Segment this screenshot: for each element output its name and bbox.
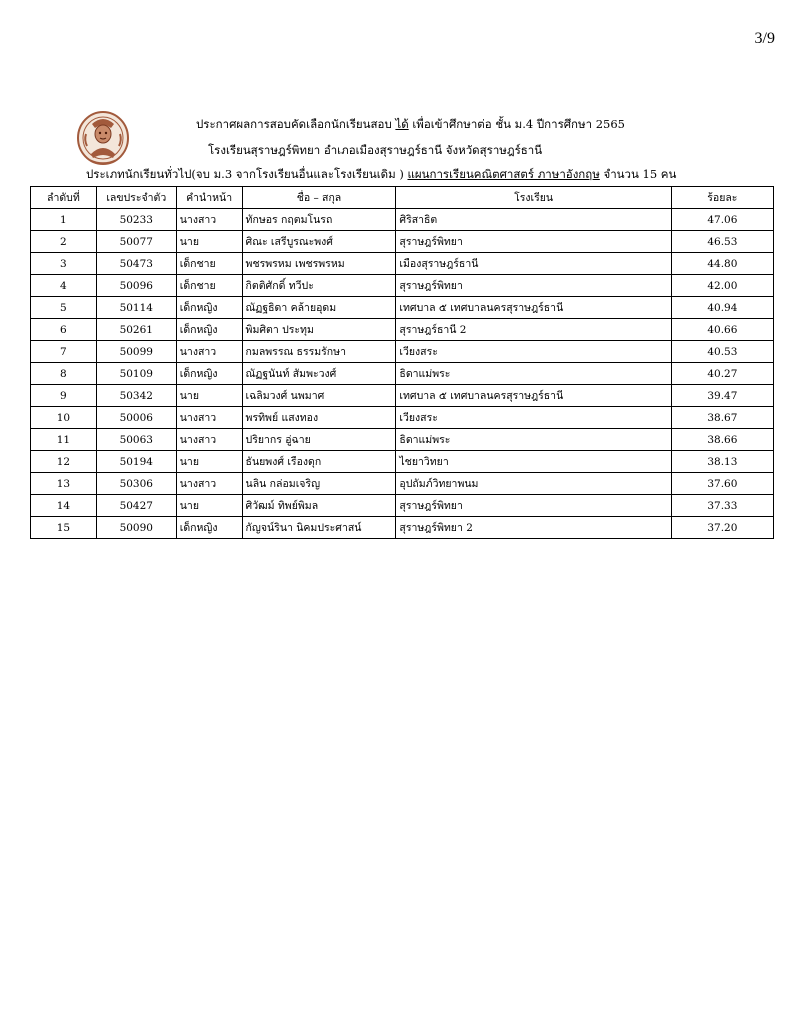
table-row [31, 407, 774, 429]
cell-school: ศิริสาธิต [396, 209, 671, 231]
cell-student-id: 50114 [96, 297, 176, 319]
cell-student-id: 50233 [96, 209, 176, 231]
cell-student-id: 50006 [96, 407, 176, 429]
cell-school: เวียงสระ [396, 407, 671, 429]
cell-student-id: 50099 [96, 341, 176, 363]
cell-name: ทักษอร กฤตมโนรถ [242, 209, 396, 231]
table-row [31, 275, 774, 297]
cell-name: ธันยพงศ์ เรืองดุก [242, 451, 396, 473]
table-header-row [31, 187, 774, 209]
table-row [31, 473, 774, 495]
cell-score: 47.06 [671, 209, 773, 231]
cell-name: ศิณะ เสรีบูรณะพงศ์ [242, 231, 396, 253]
cell-prefix: นาย [176, 385, 242, 407]
cell-prefix: นาย [176, 495, 242, 517]
cell-rank: 8 [31, 363, 97, 385]
cell-name: พชรพรหม เพชรพรหม [242, 253, 396, 275]
cell-rank: 4 [31, 275, 97, 297]
cell-rank: 11 [31, 429, 97, 451]
cell-score: 44.80 [671, 253, 773, 275]
cell-rank: 12 [31, 451, 97, 473]
cell-rank: 9 [31, 385, 97, 407]
cell-score: 39.47 [671, 385, 773, 407]
cell-student-id: 50306 [96, 473, 176, 495]
cell-school: เทศบาล ๕ เทศบาลนครสุราษฎร์ธานี [396, 385, 671, 407]
cell-rank: 3 [31, 253, 97, 275]
table-row [31, 341, 774, 363]
cell-name: ปริยากร อู่ฉาย [242, 429, 396, 451]
table-row [31, 495, 774, 517]
cell-school: สุราษฎร์พิทยา [396, 495, 671, 517]
header-prefix: คำนำหน้า [176, 187, 242, 209]
cell-school: สุราษฎร์พิทยา [396, 275, 671, 297]
header-name: ชื่อ – สกุล [242, 187, 396, 209]
cell-prefix: เด็กหญิง [176, 297, 242, 319]
cell-score: 40.66 [671, 319, 773, 341]
cell-score: 40.94 [671, 297, 773, 319]
cell-prefix: นาย [176, 231, 242, 253]
table-row [31, 517, 774, 539]
cell-student-id: 50473 [96, 253, 176, 275]
cell-rank: 10 [31, 407, 97, 429]
page-number: 3/9 [754, 30, 775, 47]
program-count: จำนวน 15 คน [599, 167, 677, 181]
cell-prefix: นางสาว [176, 209, 242, 231]
cell-rank: 14 [31, 495, 97, 517]
cell-rank: 13 [31, 473, 97, 495]
cell-name: พิมศิตา ประทุม [242, 319, 396, 341]
cell-score: 37.20 [671, 517, 773, 539]
title-passed-word: ได้ [395, 117, 409, 131]
cell-rank: 15 [31, 517, 97, 539]
program-name: แผนการเรียนคณิตศาสตร์ ภาษาอังกฤษ [407, 167, 600, 181]
cell-prefix: เด็กหญิง [176, 517, 242, 539]
cell-prefix: นางสาว [176, 473, 242, 495]
cell-prefix: เด็กชาย [176, 253, 242, 275]
cell-rank: 5 [31, 297, 97, 319]
results-body [31, 209, 774, 539]
cell-rank: 6 [31, 319, 97, 341]
header-school: โรงเรียน [396, 187, 671, 209]
cell-student-id: 50342 [96, 385, 176, 407]
cell-score: 46.53 [671, 231, 773, 253]
cell-prefix: นางสาว [176, 407, 242, 429]
cell-name: กมลพรรณ ธรรมรักษา [242, 341, 396, 363]
school-seal-icon [76, 110, 130, 166]
cell-school: ธิดาแม่พระ [396, 363, 671, 385]
announcement-title [196, 116, 625, 132]
table-row [31, 209, 774, 231]
cell-school: เทศบาล ๕ เทศบาลนครสุราษฎร์ธานี [396, 297, 671, 319]
cell-name: กิตติศักดิ์ ทวีปะ [242, 275, 396, 297]
cell-name: นลิน กล่อมเจริญ [242, 473, 396, 495]
title-part-1: ประกาศผลการสอบคัดเลือกนักเรียนสอบ [196, 117, 396, 131]
cell-rank: 7 [31, 341, 97, 363]
table-row [31, 451, 774, 473]
cell-school: ไชยาวิทยา [396, 451, 671, 473]
table-row [31, 319, 774, 341]
cell-prefix: เด็กหญิง [176, 363, 242, 385]
table-row [31, 253, 774, 275]
cell-score: 38.67 [671, 407, 773, 429]
cell-score: 42.00 [671, 275, 773, 297]
cell-name: กัญจน์รินา นิคมประศาสน์ [242, 517, 396, 539]
cell-name: ศิวัฒม์ ทิพย์พิมล [242, 495, 396, 517]
cell-student-id: 50077 [96, 231, 176, 253]
cell-name: พรทิพย์ แสงทอง [242, 407, 396, 429]
cell-school: เมืองสุราษฎร์ธานี [396, 253, 671, 275]
header-score: ร้อยละ [671, 187, 773, 209]
cell-prefix: นาย [176, 451, 242, 473]
cell-school: อุปถัมภ์วิทยาพนม [396, 473, 671, 495]
cell-score: 38.13 [671, 451, 773, 473]
cell-school: สุราษฎร์ธานี 2 [396, 319, 671, 341]
cell-score: 37.60 [671, 473, 773, 495]
cell-score: 40.27 [671, 363, 773, 385]
header-rank: ลำดับที่ [31, 187, 97, 209]
cell-school: ธิดาแม่พระ [396, 429, 671, 451]
title-part-2: เพื่อเข้าศึกษาต่อ ชั้น ม.4 ปีการศึกษา 2565 [408, 117, 625, 131]
cell-prefix: นางสาว [176, 429, 242, 451]
cell-name: เฉลิมวงศ์ นพมาศ [242, 385, 396, 407]
results-table [30, 186, 774, 539]
cell-rank: 2 [31, 231, 97, 253]
program-line [86, 166, 676, 182]
cell-student-id: 50261 [96, 319, 176, 341]
cell-score: 37.33 [671, 495, 773, 517]
cell-student-id: 50194 [96, 451, 176, 473]
cell-school: เวียงสระ [396, 341, 671, 363]
cell-score: 38.66 [671, 429, 773, 451]
cell-school: สุราษฎร์พิทยา [396, 231, 671, 253]
table-row [31, 363, 774, 385]
table-row [31, 385, 774, 407]
cell-student-id: 50063 [96, 429, 176, 451]
cell-name: ณัฏฐธิดา คล้ายอุดม [242, 297, 396, 319]
program-category: ประเภทนักเรียนทั่วไป(จบ ม.3 จากโรงเรียนอื่นและโรงเรียนเดิม ) [86, 167, 408, 181]
cell-score: 40.53 [671, 341, 773, 363]
cell-rank: 1 [31, 209, 97, 231]
cell-name: ณัฏฐนันท์ สัมพะวงศ์ [242, 363, 396, 385]
cell-prefix: เด็กหญิง [176, 319, 242, 341]
cell-student-id: 50090 [96, 517, 176, 539]
cell-student-id: 50109 [96, 363, 176, 385]
table-row [31, 429, 774, 451]
cell-student-id: 50096 [96, 275, 176, 297]
cell-prefix: เด็กชาย [176, 275, 242, 297]
table-row [31, 231, 774, 253]
school-name-line: โรงเรียนสุราษฎร์พิทยา อำเภอเมืองสุราษฎร์ธานี จังหวัดสุราษฎร์ธานี [208, 143, 543, 157]
cell-prefix: นางสาว [176, 341, 242, 363]
cell-school: สุราษฎร์พิทยา 2 [396, 517, 671, 539]
table-row [31, 297, 774, 319]
header-student-id: เลขประจำตัว [96, 187, 176, 209]
cell-student-id: 50427 [96, 495, 176, 517]
